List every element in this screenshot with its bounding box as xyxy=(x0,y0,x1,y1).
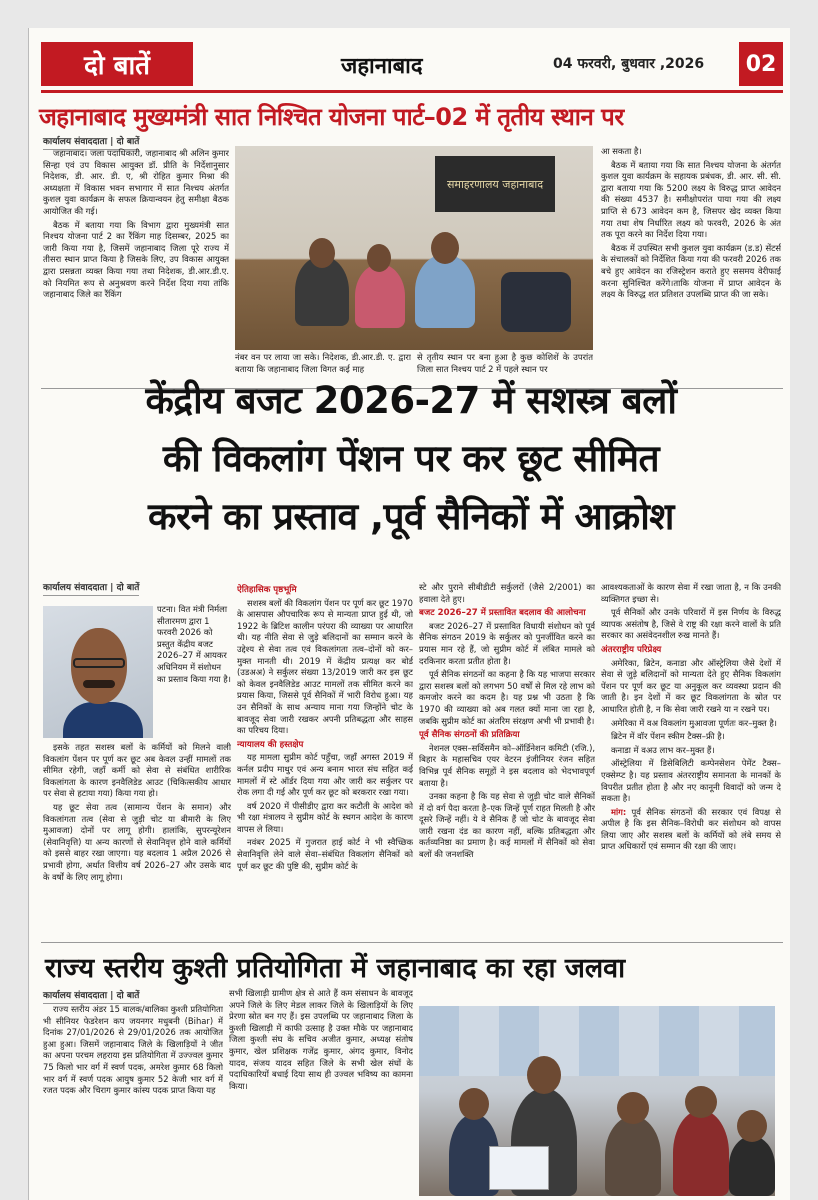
paragraph: वर्ष 2020 में पीसीडीए द्वारा कर कटौती के आदेश को भी रक्षा मंत्रालय ने सुप्रीम कोर्ट के स्थगन आदेश के कारण वापस ले लिया। xyxy=(237,800,413,834)
story3-headline: राज्य स्तरीय कुश्ती प्रतियोगिता में जहानाबाद का रहा जलवा xyxy=(45,953,626,984)
subheading: ऐतिहासिक पृष्ठभूमि xyxy=(237,585,297,595)
name-board: समाहरणालय जहानाबाद xyxy=(435,156,555,212)
story1-column-3 xyxy=(601,146,781,382)
paragraph: बजट 2026–27 में प्रस्तावित विधायी संशोधन को पूर्व सैनिक संगठन 2019 के सर्कुलर को पुनर्जीवित करने का प्रयास मान रहे हैं, जो सुप्रीम कोर्ट में लंबित मामले को दरकिनार करता प्रतीत होता है। xyxy=(419,620,595,666)
paragraph: राज्य स्तरीय अंडर 15 बालक/बालिका कुश्ती प्रतियोगिता भी सीनियर फेडरेशन कप जयनगर मधुबनी (Bihar) में दिनांक 27/01/2026 से 29/01/2026 तक आयोजित हुआ हुआ। जिसमें जहानाबाद जिले के खिलाड़ियों ने जीत का अपना परचम लहराया इस प्रतियोगिता में उज्ज्वल कुमार 75 किलो भार वर्ग में स्वर्ण पदक, अमरेश कुमार 68 किलो भार वर्ग में स्वर्ण पदक आयुष कुमार 52 केजी भार वर्ग में रजत पदक और चिराग कुमार कांस्य पदक प्राप्त किया यह xyxy=(43,1004,223,1096)
paragraph: पूर्व सैनिक संगठनों का कहना है कि यह भाजपा सरकार द्वारा सशस्त्र बलों को लगभग 50 वर्षों से मिल रहे लाभ को कमजोर करने का कदम है। यह प्रश्न भी उठता है कि 1970 की व्याख्या को अब गलत क्यों माना जा रहा है, जबकि सुप्रीम कोर्ट का अंतरिम संरक्षण अभी भी प्रभावी है। xyxy=(419,669,595,726)
paragraph: बैठक में बताया गया कि सात निश्चय योजना के अंतर्गत कुशल युवा कार्यक्रम के सहायक प्रबंधक, डी. आर. सी. सी. द्वारा बताया गया कि 5200 लक्ष्य के विरुद्ध प्राप्त आवेदन की संख्या 4537 है। समीक्षोपरांत पाया गया की लक्ष्य प्राप्ति से 673 आवेदन कम है, जिसपर खेद व्यक्त किया गया तथा शेष निर्धारित लक्ष्य को फरवरी, 2026 के अंत तक पूरा करने का निर्देश दिया गया। xyxy=(601,159,781,240)
story2-column-1 xyxy=(43,742,231,938)
story2-column-3 xyxy=(419,582,595,938)
wrestlers-photo xyxy=(419,1006,775,1196)
paragraph: ब्रिटेन में वॉर पेंशन स्कीम टैक्स–फ्री है। xyxy=(611,731,725,742)
person-figure xyxy=(729,1136,775,1196)
story1-headline: जहानाबाद मुख्यमंत्री सात निश्चित योजना पार्ट–02 में तृतीय स्थान पर xyxy=(39,103,624,131)
moustache xyxy=(83,680,115,688)
portrait-shirt xyxy=(63,702,143,738)
paragraph: नंबर वन पर लाया जा सके। निदेशक, डी.आर.डी. ए. द्वारा बताया कि जहानाबाद जिला विगत कई माह xyxy=(235,352,411,374)
paragraph: सभी खिलाड़ी ग्रामीण क्षेत्र से आते हैं कम संसाधन के बावजूद अपने जिले के लिए मेडल लाकर जिले के खिलाड़ियों के लिए प्रेरणा स्रोत बन गए हैं। इस उपलब्धि पर जहानाबाद जिला के कुश्ती खिलाड़ी में काफी उत्साह है उक्त मौके पर जहानाबाद जिला कुश्ती संघ के सचिव अजीत कुमार, अध्यक्ष संतोष कुमार, खेल प्रशिक्षक गजेंद्र कुमार, अंगद कुमार, विनोद यादव, संजय यादव सहित जिले के सभी खेल संघों के पदाधिकारियों बधाई दिया साथ ही उज्वल भविष्य का कामना किया। xyxy=(229,988,413,1091)
subheading: बजट 2026–27 में प्रस्तावित बदलाव की आलोचना xyxy=(419,608,586,619)
headline-line: करने का प्रस्ताव ,पूर्व सैनिकों में आक्रोश xyxy=(148,495,674,538)
banner-backdrop xyxy=(419,1006,775,1076)
masthead xyxy=(41,42,783,86)
subheading: न्यायालय की हस्तक्षेप xyxy=(237,739,304,750)
demand-label: मांग: xyxy=(611,806,627,817)
paragraph: इसके तहत सशस्त्र बलों के कर्मियों को मिलने वाली विकलांग पेंशन पर पूर्ण कर छूट अब केवल उन्हीं मामलों तक सीमित रहेगी, जहाँ कर्मी को सेवा से संबंधित शारीरिक विकलांगता के कारण इनवैलिडेड आउट (चिकित्सकीय आधार पर सेवा से हटाया गया) किया गया हो। xyxy=(43,742,231,799)
story2-headline xyxy=(47,372,775,546)
portrait-photo xyxy=(43,606,153,738)
paragraph: नवंबर 2025 में गुजरात हाई कोर्ट ने भी स्वैच्छिक सेवानिवृत्ति लेने वाले सेवा–संबंधित विकलांग सैनिकों को पूर्ण कर छूट की पुष्टि की, सुप्रीम कोर्ट के xyxy=(237,837,413,871)
paragraph: बैठक में उपस्थित सभी कुशल युवा कार्यक्रम (ड.ड) सेंटर्स के संचालकों को निर्देशित किया गया की फरवरी 2026 तक बचे हुए आवेदन का रजिस्ट्रेशन कराते हुए ससमय वेरीफाई करना सुनिश्चित करेंगे।ताकि योजना में प्राप्त आवेदन के लक्ष्य के विरुद्ध शत प्रतिशत उपलब्धि प्राप्त की जा सके। xyxy=(601,242,781,300)
newspaper-page xyxy=(28,28,790,1200)
page-number: 02 xyxy=(739,42,783,86)
subheading: पूर्व सैनिक संगठनों की प्रतिक्रिया xyxy=(419,730,520,741)
paragraph: पूर्व सैनिकों और उनके परिवारों में इस निर्णय के विरुद्ध व्यापक असंतोष है, जिसे वे राष्ट्र की रक्षा करने वालों के प्रति सरकार का असंवेदनशील रुख मानते हैं। xyxy=(601,607,781,641)
city-title: जहानाबाद xyxy=(341,54,423,79)
person-head xyxy=(737,1110,767,1142)
paragraph: कनाडा में वअउ लाभ कर–मुक्त हैं। xyxy=(611,744,715,755)
person-figure xyxy=(673,1110,729,1196)
paragraph: बैठक में बताया गया कि विभाग द्वारा मुख्यमंत्री सात निश्चय योजना पार्ट 2 का रैंकिंग माह दिसम्बर, 2025 का जारी किया गया है, जिसमें जहानाबाद जिला पूरे राज्य में तीसरा स्थान प्राप्त किया है जिसके लिए, उप विकास आयुक्त द्वारा प्रसन्नता व्यक्त किया गया तथा निदेशक, डी.आर.डी.ए. को नियमित रूप से अनुश्रवण करने निर्देश दिया गया तांकि जहानाबाद जिले का रैंकिंग xyxy=(43,219,229,300)
story2-column-4 xyxy=(601,582,781,938)
person-head xyxy=(309,238,335,268)
person-head xyxy=(459,1088,489,1120)
person-head xyxy=(685,1086,717,1118)
headline-line: की विकलांग पेंशन पर कर छूट सीमित xyxy=(162,437,660,480)
demand-text: पूर्व सैनिक संगठनों की सरकार एवं विपक्ष से अपील है कि इस सैनिक–विरोधी कर संशोधन को वापस लिया जाए और सशस्त्र बलों के कर्मियों को लंबे समय से प्राप्त अधिकारों एवं सम्मान की रक्षा की जाए। xyxy=(601,806,781,852)
paragraph: से तृतीय स्थान पर बना हुआ है कुछ कोशिशें के उपरांत जिला सात निश्चय पार्ट 2 में पहले स्थान पर xyxy=(417,352,593,374)
masthead-rule xyxy=(41,90,783,93)
paragraph: यह छूट सेवा तत्व (सामान्य पेंशन के समान) और विकलांगता तत्व (सेवा से जुड़ी चोट या बीमारी के लिए मुआवजा) दोनों पर लागू होगी। हालांकि, सुपरन्यूरेशन (सेवानिवृत्ति) या अन्य कारणों से सेवानिवृत्त होने वाले कर्मियों को इससे बाहर रखा जाएगा। यह बदलाव 1 अप्रैल 2026 से प्रभावी होगा, अर्थात वित्तीय वर्ष 2026–27 और उसके बाद के वर्षों के लिए लागू होगा। xyxy=(43,801,231,882)
paragraph: पटना। वित मंत्री निर्मला सीतारमण द्वारा 1 फरवरी 2026 को प्रस्तुत केंद्रीय बजट 2026–27 में आयकर अधिनियम में संशोधन का प्रस्ताव किया गया है। xyxy=(157,604,231,684)
paragraph: अमेरिका में वअ विकलांग मुआवजा पूर्णतः कर–मुक्त है। xyxy=(611,717,777,728)
brand-logo: दो बातें xyxy=(41,42,193,86)
person-figure xyxy=(415,254,475,328)
story3-column-2 xyxy=(229,988,413,1194)
chair xyxy=(501,272,571,332)
certificate xyxy=(489,1146,549,1190)
person-head xyxy=(527,1056,561,1094)
paragraph xyxy=(601,807,781,853)
story2-byline: कार्यालय संवाददाता | दो बातें xyxy=(43,580,139,596)
headline-line: केंद्रीय बजट 2026-27 में सशस्त्र बलों xyxy=(145,379,677,422)
subheading: अंतरराष्ट्रीय परिप्रेक्ष्य xyxy=(601,644,662,655)
story1-column-1 xyxy=(43,148,229,356)
paragraph: जहानाबाद। जला पदाधिकारी, जहानाबाद श्री अलिन कुमार सिन्हा एवं उप विकास आयुक्त डॉ. प्रीति के निर्देशानुसार निदेशक, डी. आर. डी. ए, श्री रोहित कुमार मिश्रा की अध्यक्षता में विकास भवन सभागार में सात निश्चय अंतर्गत कुशल युवा कार्यक्रम के सफल क्रियान्वयन हेतु समीक्षा बैठक आयोजित की गई। xyxy=(43,148,229,216)
paragraph: स्टे और पुराने सीबीडीटी सर्कुलरों (जैसे 2/2001) का हवाला देते हुए। xyxy=(419,582,595,604)
paragraph: उनका कहना है कि यह सेवा से जुड़ी चोट वाले सैनिकों में दो वर्ग पैदा करता है–एक जिन्हें पूर्ण राहत मिलती है और दूसरे जिन्हें नहीं। ये वे सैनिक हैं जो चोट के बावजूद सेवा जारी रखना दंड का कारण नहीं, बल्कि प्रतिबद्धता और कर्तव्यनिष्ठा का प्रमाण है। कई मामलों में सैनिकों को सेवा बलों की जनशक्ति xyxy=(419,791,595,860)
paragraph: अमेरिका, ब्रिटेन, कनाडा और ऑस्ट्रेलिया जैसे देशों में सेवा से जुड़े बलिदानों को मान्यता देते हुए सैनिक विकलांग पेंशन पर पूर्ण कर छूट या अनुकूल कर व्यवस्था प्रदान की जाती है। इन देशों में कर छूट विकलांगता के स्रोत पर आधारित होती है, न कि सेवा जारी रखने या न रखने पर। xyxy=(601,657,781,714)
person-head xyxy=(431,232,459,264)
person-head xyxy=(617,1092,649,1124)
story3-column-1 xyxy=(43,1004,223,1194)
story2-lead xyxy=(157,604,231,742)
paragraph: आवश्यकताओं के कारण सेवा में रखा जाता है, न कि उनकी व्यक्तिगत इच्छा से। xyxy=(601,582,781,604)
paragraph: यह मामला सुप्रीम कोर्ट पहुँचा, जहाँ अगस्त 2019 में कर्नल प्रदीप माथुर एवं अन्य बनाम भारत संघ सहित कई मामलों में स्टे ऑर्डर दिया गया और जारी कर सर्कुलर पर रोक लगा दी गई और पूर्ण कर छूट को बरकरार रखा गया। xyxy=(237,752,413,798)
glasses-icon xyxy=(73,658,125,668)
person-figure xyxy=(355,264,405,328)
person-figure xyxy=(605,1116,661,1196)
paragraph: नेशनल एक्स–सर्विसमैन को–ऑर्डिनेशन कमिटी (रजि.), बिहार के महासचिव एयर वेटरन इंजीनियर रंजन सहित विभिन्न पूर्व सैनिक समूहों ने इस बदलाव को भेदभावपूर्ण बताया है। xyxy=(419,742,595,788)
person-head xyxy=(367,244,391,272)
story1-byline: कार्यालय संवाददाता | दो बातें xyxy=(43,134,139,150)
section-rule xyxy=(41,942,783,943)
paragraph: ऑस्ट्रेलिया में डिसेबिलिटी कम्पेनसेशन पेमेंट टैक्स–एक्सेम्प्ट है। यह प्रस्ताव अंतरराष्ट्रीय समानता के मानकों के विपरीत प्रतीत होता है और नए कानूनी विवादों को जन्म दे सकता है। xyxy=(601,758,781,804)
paragraph: सशस्त्र बलों की विकलांग पेंशन पर पूर्ण कर छूट 1970 के आसपास औपचारिक रूप से मान्यता प्राप्त हुई थी, जो 1922 के ब्रिटिश कालीन परंपरा की व्याख्या पर आधारित थी। यह नीति सेवा से जुड़े बलिदानों का सम्मान करने के उद्देश्य से सेवा तत्व एवं विकलांगता तत्व–दोनों को कर–मुक्त मानती थी। 2019 में केंद्रीय प्रत्यक्ष कर बोर्ड (उडअअ) ने सर्कुलर संख्या 13/2019 जारी कर इस छूट को केवल इनवैलिडेड आउट मामलों तक सीमित करने का प्रयास किया, जिससे पूर्व सैनिकों में भारी विरोध हुआ। यह उन सैनिकों के साथ अन्याय माना गया जिन्होंने चोट के बावजूद सेवा जारी रखकर अपनी प्रतिबद्धता और साहस का परिचय दिया। xyxy=(237,597,413,736)
meeting-photo xyxy=(235,146,593,350)
story3-byline: कार्यालय संवाददाता | दो बातें xyxy=(43,988,139,1004)
story2-column-2 xyxy=(237,582,413,938)
dateline: 04 फरवरी, बुधवार ,2026 xyxy=(553,56,705,72)
paragraph: आ सकता है। xyxy=(601,146,642,156)
